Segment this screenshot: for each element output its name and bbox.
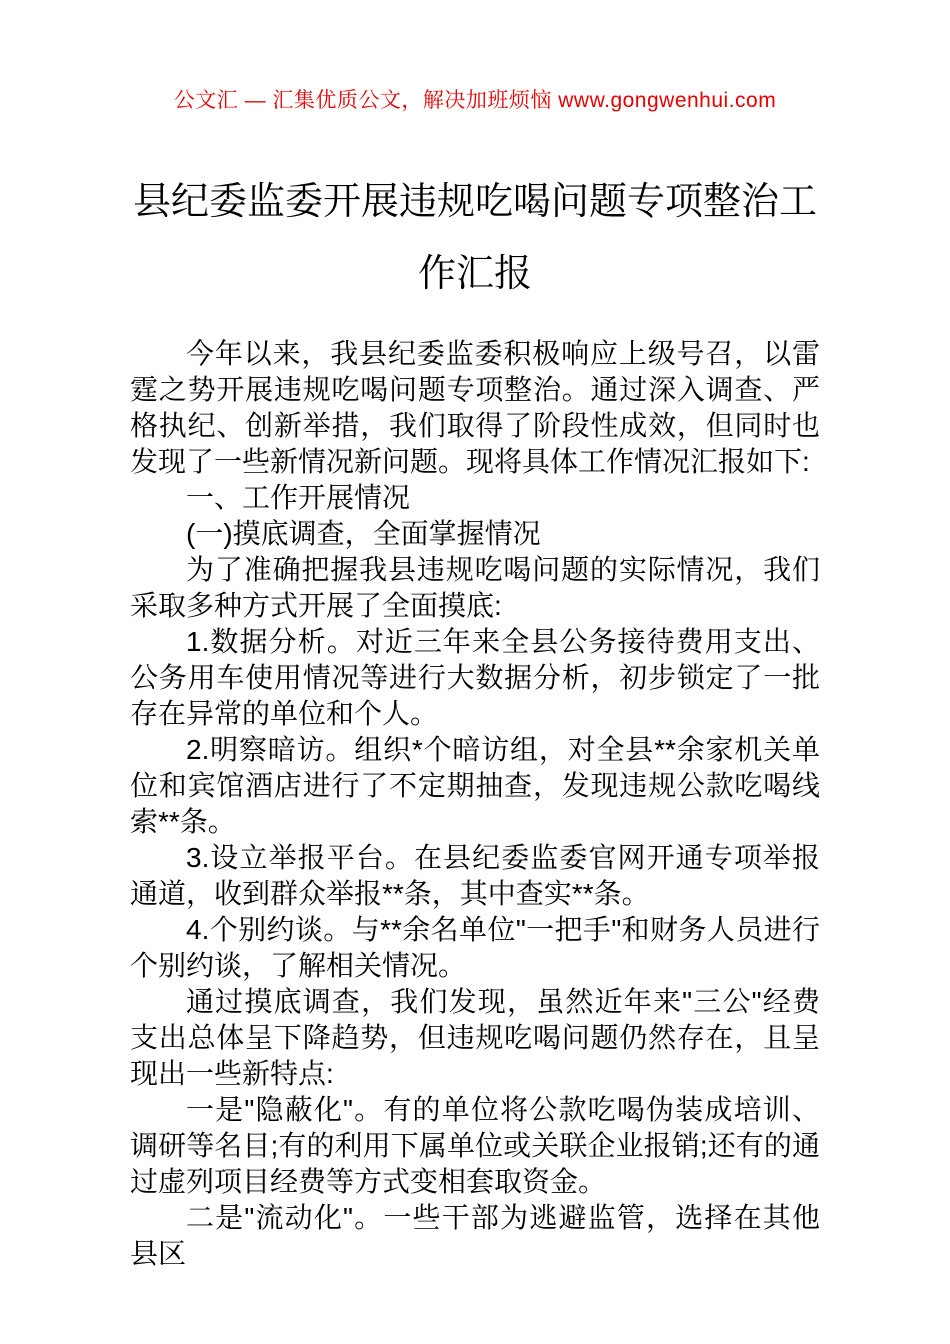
paragraph-survey-intro: 为了准确把握我县违规吃喝问题的实际情况，我们采取多种方式开展了全面摸底: — [130, 554, 820, 621]
paragraph-findings: 通过摸底调查，我们发现，虽然近年来"三公"经费支出总体呈下降趋势，但违规吃喝问题仍然存在，且呈现出一些新特点: — [130, 986, 820, 1089]
paragraph-item-3-report-platform: 3.设立举报平台。在县纪委监委官网开通专项举报通道，收到群众举报**条，其中查实**条。 — [130, 842, 820, 909]
document-body — [130, 336, 820, 1272]
paragraph-intro: 今年以来，我县纪委监委积极响应上级号召，以雷霆之势开展违规吃喝问题专项整治。通过深入调查、严格执纪、创新举措，我们取得了阶段性成效，但同时也发现了一些新情况新问题。现将具体工作情况汇报如下: — [130, 338, 820, 477]
paragraph-item-1-data-analysis: 1.数据分析。对近三年来全县公务接待费用支出、公务用车使用情况等进行大数据分析，初步锁定了一批存在异常的单位和个人。 — [130, 626, 820, 729]
title-line-2: 作汇报 — [417, 253, 532, 295]
heading-subsection-1: (一)摸底调查，全面掌握情况 — [186, 518, 541, 549]
paragraph-feature-2-mobility: 二是"流动化"。一些干部为逃避监管，选择在其他县区 — [130, 1202, 820, 1269]
paragraph-item-4-interviews: 4.个别约谈。与**余名单位"一把手"和财务人员进行个别约谈，了解相关情况。 — [130, 914, 820, 981]
heading-section-1: 一、工作开展情况 — [186, 482, 411, 513]
title-line-1: 县纪委监委开展违规吃喝问题专项整治工 — [132, 181, 817, 223]
document-title — [130, 166, 820, 310]
paragraph-feature-1-concealment: 一是"隐蔽化"。有的单位将公款吃喝伪装成培训、调研等名目;有的利用下属单位或关联企业报销;还有的通过虚列项目经费等方式变相套取资金。 — [130, 1094, 820, 1197]
watermark-header: 公文汇 — 汇集优质公文，解决加班烦恼 www.gongwenhui.com — [173, 89, 777, 112]
paragraph-item-2-inspections: 2.明察暗访。组织*个暗访组，对全县**余家机关单位和宾馆酒店进行了不定期抽查，发现违规公款吃喝线索**条。 — [130, 734, 820, 837]
